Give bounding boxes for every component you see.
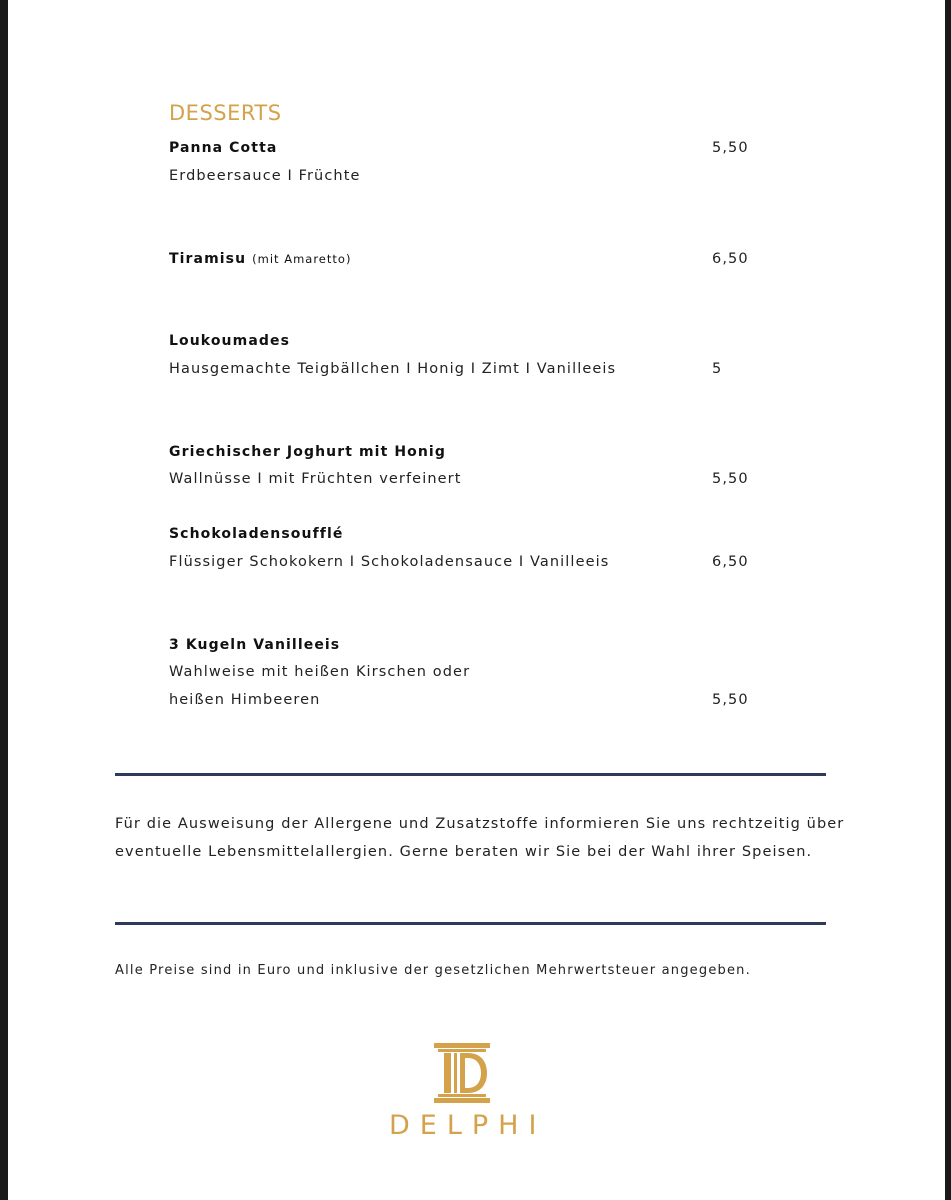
menu-item-name: Panna Cotta	[169, 140, 278, 156]
menu-item-name-row	[169, 251, 351, 267]
menu-item-name: Tiramisu	[169, 251, 247, 267]
allergen-notice: Für die Ausweisung der Allergene und Zusatzstoffe informieren Sie uns rechtzeitig über eventuelle Lebensmittelallergien. Gerne beraten wir Sie bei der Wahl ihrer Speisen.	[115, 816, 845, 860]
menu-item-price: 5,50	[712, 471, 749, 487]
price-notice: Alle Preise sind in Euro und inklusive der gesetzlichen Mehrwertsteuer angegeben.	[115, 963, 751, 978]
menu-item-price: 5,50	[712, 692, 749, 708]
menu-item-name: Schokoladensoufflé	[169, 526, 344, 542]
menu-item-description: Wahlweise mit heißen Kirschen oder	[169, 664, 471, 680]
brand-name: DELPHI	[389, 1110, 547, 1141]
divider	[115, 773, 826, 776]
menu-item-description: Wallnüsse I mit Früchten verfeinert	[169, 471, 462, 487]
menu-item-name: Griechischer Joghurt mit Honig	[169, 444, 446, 460]
menu-page	[8, 0, 945, 1200]
menu-item-price: 5,50	[712, 140, 749, 156]
menu-item-description: Flüssiger Schokokern I Schokoladensauce I Vanilleeis	[169, 554, 610, 570]
menu-item-price: 6,50	[712, 554, 749, 570]
menu-item-price: 5	[712, 361, 723, 377]
menu-item-description-line2: heißen Himbeeren	[169, 692, 321, 708]
section-title: DESSERTS	[169, 101, 282, 125]
delphi-monogram-icon	[432, 1043, 492, 1107]
menu-item-name: 3 Kugeln Vanilleeis	[169, 637, 341, 653]
menu-item-name: Loukoumades	[169, 333, 291, 349]
divider	[115, 922, 826, 925]
menu-item-description: Hausgemachte Teigbällchen I Honig I Zimt I Vanilleeis	[169, 361, 617, 377]
menu-item-price: 6,50	[712, 251, 749, 267]
menu-item-description: Erdbeersauce I Früchte	[169, 168, 361, 184]
menu-item-note: (mit Amaretto)	[252, 252, 352, 266]
